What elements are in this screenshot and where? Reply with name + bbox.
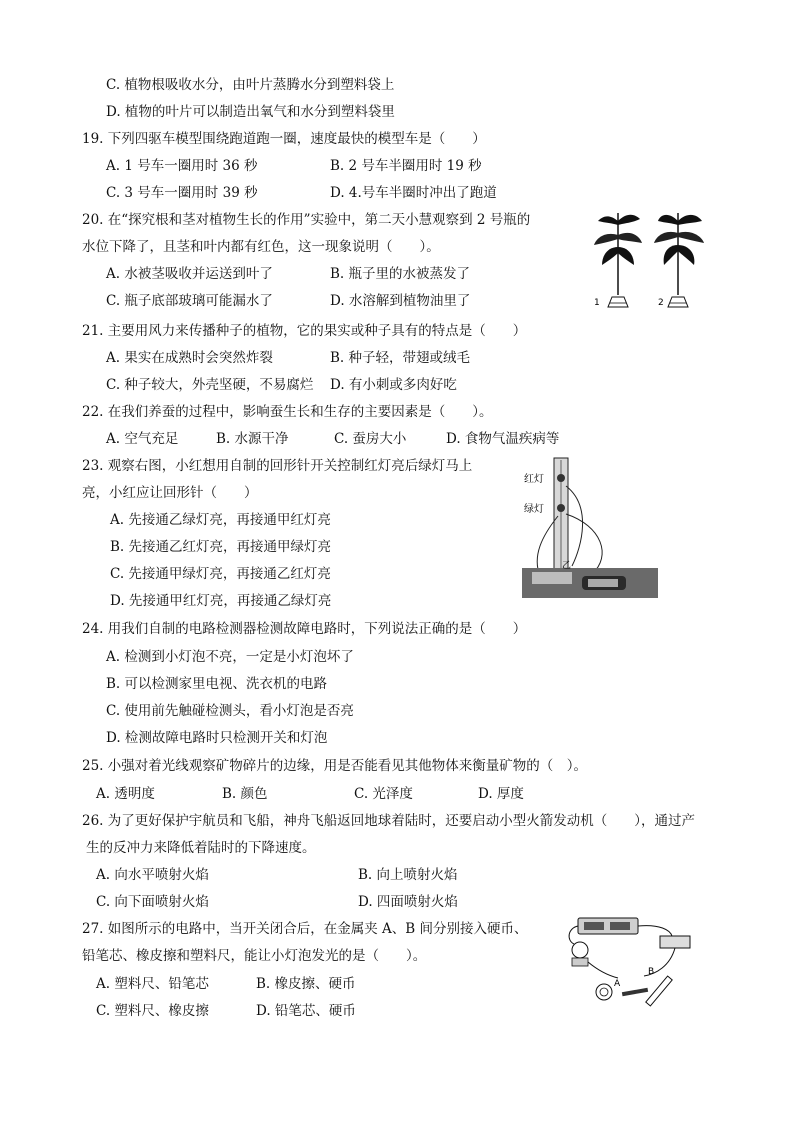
q26-stem-line2: 生的反冲力来降低着陆时的下降速度。 [86,840,316,856]
q27-option-c: C. 塑料尺、橡皮擦 [96,1003,209,1019]
plant-2-drawing [654,213,704,307]
q23-option-c: C. 先接通甲绿灯亮，再接通乙红灯亮 [110,566,331,582]
q21-option-b: B. 种子轻，带翅或绒毛 [330,350,471,366]
plant-bottles-figure [588,203,716,311]
q21-stem: 21. 主要用风力来传播种子的植物，它的果实或种子具有的特点是（ ） [82,323,527,339]
q20-option-a: A. 水被茎吸收并运送到叶了 [106,266,273,282]
q26-stem-line1: 26. 为了更好保护宇航员和飞船，神舟飞船返回地球着陆时，还要启动小型火箭发动机（ ），通过产 [82,813,696,829]
q27-stem-line2: 铅笔芯、橡皮擦和塑料尺，能让小灯泡发光的是（ ）。 [82,948,427,964]
q26-option-c: C. 向下面喷射火焰 [96,894,209,910]
q22-option-b: B. 水源干净 [216,431,289,447]
q23-stem-line2: 亮，小红应让回形针（ ） [82,485,258,501]
q23-option-d: D. 先接通甲红灯亮，再接通乙绿灯亮 [110,593,332,609]
q25-option-a: A. 透明度 [96,786,155,802]
plant-label-1: 1 [594,298,600,308]
q21-option-a: A. 果实在成熟时会突然炸裂 [106,350,273,366]
q22-option-a: A. 空气充足 [106,431,179,447]
q23-option-b: B. 先接通乙红灯亮，再接通甲绿灯亮 [110,539,332,555]
q23-stem-line1: 23. 观察右图，小红想用自制的回形针开关控制红灯亮后绿灯马上 [82,458,473,474]
red-light-label: 红灯 [524,474,544,485]
q21-option-c: C. 种子较大，外壳坚硬，不易腐烂 [106,377,314,393]
q19-stem: 19. 下列四驱车模型围绕跑道跑一圈，速度最快的模型车是（ ） [82,131,486,147]
q27-option-b: B. 橡皮擦、硬币 [256,976,356,992]
q25-option-d: D. 厚度 [478,786,524,802]
green-light-label: 绿灯 [524,504,544,515]
q27-stem-line1: 27. 如图所示的电路中，当开关闭合后，在金属夹 A、B 间分别接入硬币、 [82,921,528,937]
q26-option-d: D. 四面喷射火焰 [358,894,458,910]
q25-option-c: C. 光泽度 [354,786,413,802]
plant-1-drawing [594,213,642,307]
q20-option-b: B. 瓶子里的水被蒸发了 [330,266,471,282]
plant-label-2: 2 [658,298,664,308]
q26-option-a: A. 向水平喷射火焰 [96,867,209,883]
q24-stem: 24. 用我们自制的电路检测器检测故障电路时，下列说法正确的是（ ） [82,621,527,637]
clip-a-label: A [614,979,621,989]
q20-option-c: C. 瓶子底部玻璃可能漏水了 [106,293,273,309]
q20-option-d: D. 水溶解到植物油里了 [330,293,471,309]
q19-option-c: C. 3 号车一圈用时 39 秒 [106,185,258,201]
q19-option-d: D. 4.号车半圈时冲出了跑道 [330,185,497,201]
q22-stem: 22. 在我们养蚕的过程中，影响蚕生长和生存的主要因素是（ ）。 [82,404,493,420]
q18-option-c: C. 植物根吸收水分，由叶片蒸腾水分到塑料袋上 [106,77,395,93]
q24-option-b: B. 可以检测家里电视、洗衣机的电路 [106,676,328,692]
yi-label: 乙 [562,561,572,571]
q21-option-d: D. 有小刺或多肉好吃 [330,377,457,393]
q20-stem-line2: 水位下降了，且茎和叶内都有红色，这一现象说明（ ）。 [82,239,440,255]
q18-option-d: D. 植物的叶片可以制造出氧气和水分到塑料袋里 [106,104,395,120]
q22-option-c: C. 蚕房大小 [334,431,407,447]
q26-option-b: B. 向上喷射火焰 [358,867,458,883]
q24-option-a: A. 检测到小灯泡不亮，一定是小灯泡坏了 [106,649,354,665]
q20-stem-line1: 20. 在“探究根和茎对植物生长的作用”实验中，第二天小慧观察到 2 号瓶的 [82,212,531,228]
q23-option-a: A. 先接通乙绿灯亮，再接通甲红灯亮 [110,512,331,528]
q27-option-a: A. 塑料尺、铅笔芯 [96,976,209,992]
clip-b-label: B [648,967,655,977]
circuit-figure [560,914,706,1008]
q24-option-d: D. 检测故障电路时只检测开关和灯泡 [106,730,328,746]
q24-option-c: C. 使用前先触碰检测头，看小灯泡是否亮 [106,703,354,719]
q27-option-d: D. 铅笔芯、硬币 [256,1003,356,1019]
q25-option-b: B. 颜色 [222,786,268,802]
q19-option-a: A. 1 号车一圈用时 36 秒 [106,158,258,174]
lights-switch-figure [522,456,658,598]
q22-option-d: D. 食物气温疾病等 [446,431,560,447]
q25-stem: 25. 小强对着光线观察矿物碎片的边缘，用是否能看见其他物体来衡量矿物的（ ）。 [82,758,588,774]
q19-option-b: B. 2 号车半圈用时 19 秒 [330,158,482,174]
